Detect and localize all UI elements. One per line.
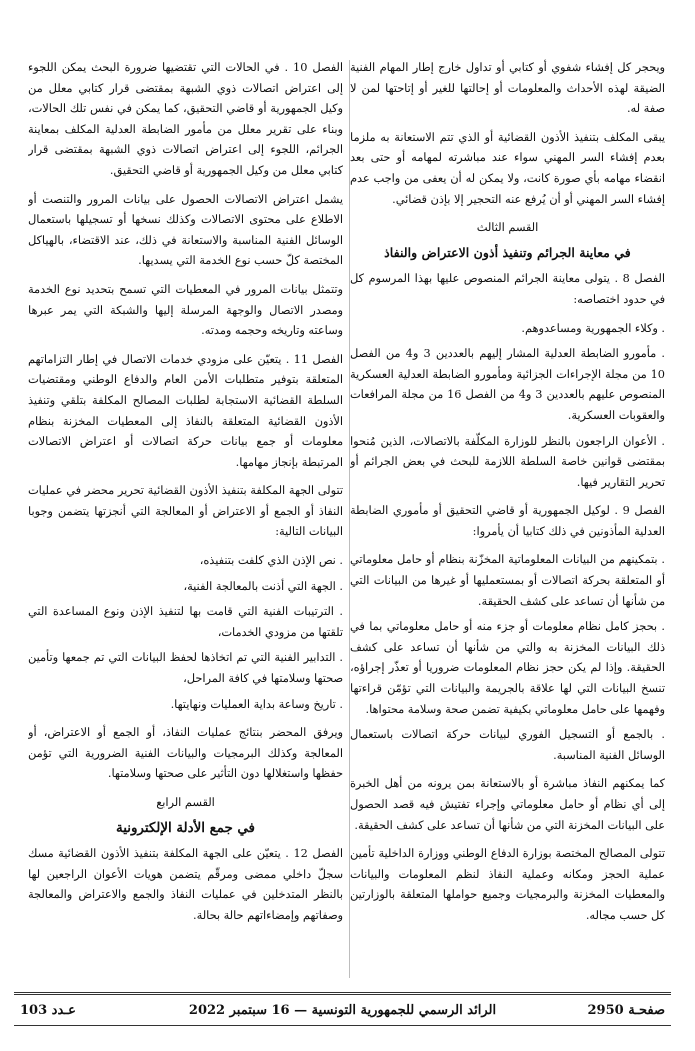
paragraph-ministry-services: تتولى المصالح المختصة بوزارة الدفاع الوطني ووزارة الداخلية تأمين عملية الحجز ومكانه وعملية النفاذ لنظم المعلومات والبيانات والمعطيات المخزنة والبرمجيات وجميع حواملها المتعلقة بالوزارتين كل حسب مجاله.	[350, 847, 665, 922]
article-9: الفصل 9 . لوكيل الجمهورية أو قاضي التحقيق أو مأموري الضابطة العدلية المأذونين في ذلك كتابيا أن يأمروا:	[350, 504, 665, 538]
section-3-label: القسم الثالث	[476, 221, 539, 235]
right-column	[350, 58, 665, 993]
paragraph-interception-scope: يشمل اعتراض الاتصالات الحصول على بيانات المرور والتنصت أو الاطلاع على محتوى الاتصالات وكذلك نسخها أو تسجيلها باستعمال الوسائل الفنية المناسبة والاستعانة في ذلك، عند الاقتضاء، بالهياكل المختصة كلّ حسب نوع الخدمة التي يسديها.	[28, 192, 343, 268]
page-number: صفحـة 2950	[587, 1003, 665, 1018]
paragraph-report-attachments: ويرفق المحضر بنتائج عمليات النفاذ، أو الجمع أو الاعتراض، أو المعالجة وكذلك البرمجيات والبيانات الفنية الضرورية التي تؤمن حفظها واستغلالها دون التأثير على صحتها وسلامتها.	[28, 726, 343, 781]
paragraph-report: تتولى الجهة المكلفة بتنفيذ الأذون القضائية تحرير محضر في عمليات النفاذ أو الجمع أو الاعتراض أو المعالجة التي أنجزتها يتضمن وجوبا البيانات التالية:	[28, 484, 343, 539]
report-item: . نص الإذن الذي كلفت بتنفيذه،	[199, 554, 343, 568]
issue-number: عـدد 103	[20, 1003, 76, 1018]
paragraph-traffic-data: وتتمثل بيانات المرور في المعطيات التي تسمح بتحديد نوع الخدمة ومصدر الاتصال والوجهة المرسلة إليها والشبكة التي يمر عبرها وساعته وتاريخه وحجمه ومدته.	[28, 282, 343, 338]
article-9-item: . بالجمع أو التسجيل الفوري لبيانات حركة اتصالات باستعمال الوسائل الفنية المناسبة.	[350, 728, 665, 762]
section-3-title: في معاينة الجرائم وتنفيذ أذون الاعتراض والنفاذ	[384, 244, 631, 260]
article-10: الفصل 10 . في الحالات التي تقتضيها ضرورة البحث يمكن اللجوء إلى اعتراض اتصالات ذوي الشبهة بمقتضى قرار كتابي معلل من وكيل الجمهورية أو قاضي التحقيق، كما يمكن في نفس تلك الحالات، وبناء على تقرير معلل من مأمور الضابطة العدلية المكلف بمعاينة الجرائم، اللجوء إلى اعتراض اتصالات ذوي الشبهة بمقتضى قرار كتابي معلل من وكيل الجمهورية أو قاضي التحقيق.	[28, 61, 343, 177]
report-item: . الترتيبات الفنية التي قامت بها لتنفيذ الإذن ونوع المساعدة التي تلقتها من مزودي الخدمات،	[28, 605, 343, 639]
article-11: الفصل 11 . يتعيّن على مزودي خدمات الاتصال في إطار التزاماتهم المتعلقة بتوفير متطلبات الأمن العام والدفاع الوطني ومقتضيات السلطة القضائية الاستجابة لطلبات المصالح المكلفة بتلقي وتنفيذ الأذون القضائية المتعلقة بالنفاذ إلى المعطيات المخزنة بنظام معلومات أو جمع بيانات حركة اتصالات أو اعتراض الاتصالات المرتبطة بإنجاز مهامها.	[28, 352, 343, 469]
paragraph-direct-access: كما يمكنهم النفاذ مباشرة أو بالاستعانة بمن يرونه من أهل الخبرة إلى أي نظام أو حامل معلوماتي وإجراء تفتيش فيه قصد الحصول على البيانات المخزنة التي من شأنها أن تساعد على كشف الحقيقة.	[350, 777, 665, 832]
section-4-label: القسم الرابع	[156, 796, 215, 809]
article-9-item: . بتمكينهم من البيانات المعلوماتية المخزّنة بنظام أو حامل معلوماتي أو المتعلقة بحركة اتصالات أو بمستعمليها أو غيرها من البيانات التي من شأنها أن تساعد على كشف الحقيقة.	[350, 553, 665, 608]
report-item: . التدابير الفنية التي تم اتخاذها لحفظ البيانات التي تم جمعها وتأمين صحتها وسلامتها في كافة المراحل،	[28, 651, 343, 686]
footer-rule-top	[14, 992, 671, 995]
article-9-item: . بحجز كامل نظام معلومات أو جزء منه أو حامل معلوماتي بما في ذلك البيانات المخزنة به والتي من شأنها أن تساعد على كشف الحقيقة. وإذا لم يكن حجز نظام المعلومات ضروريا أو تعذّر إجراؤه، تنسخ البيانات التي لها علاقة بالجريمة والبيانات التي تؤمّن قراءتها وفهمها على حامل معلوماتي بكيفية تضمن صحة وسلامة محتواها.	[350, 620, 665, 716]
column-divider	[349, 60, 350, 978]
article-8-item: . وكلاء الجمهورية ومساعدوهم.	[521, 321, 665, 335]
report-item: . تاريخ وساعة بداية العمليات ونهايتها.	[170, 697, 343, 711]
report-item: . الجهة التي أذنت بالمعالجة الفنية،	[183, 579, 343, 593]
footer-rule-bottom	[14, 1025, 671, 1026]
article-8-item: . مأمورو الضابطة العدلية المشار إليهم بالعددين 3 و4 من الفصل 10 من مجلة الإجراءات الجزائية ومأمورو الضابطة العدلية العسكرية المنصوص عليهم بالعددين 3 و4 من الفصل 16 من مجلة المرافعات والعقوبات العسكرية.	[350, 347, 665, 422]
section-4-title: في جمع الأدلة الإلكترونية	[116, 819, 255, 836]
paragraph-professional-secrecy: يبقى المكلف بتنفيذ الأذون القضائية أو الذي تتم الاستعانة به ملزما بعدم إفشاء السر المهني سواء عند مباشرته لمهامه أو حتى بعد انقضاء مهامه بأي صورة كانت، ولا يمكن له أن يعفى من واجب عدم إفشاء السر المهني أو أن يُرفع عنه التحجير إلا بإذن قضائي.	[350, 130, 665, 206]
article-12: الفصل 12 . يتعيّن على الجهة المكلفة بتنفيذ الأذون القضائية مسك سجلّ داخلي ممضى ومرقّم يتضمن هويات الأعوان الراجعين لها بالنظر المتدخلين في عمليات النفاذ والجمع والاعتراض والمعالجة وصفاتهم وإمضاءاتهم حالة بحالة.	[28, 847, 343, 922]
left-column	[28, 58, 343, 993]
article-8: الفصل 8 . يتولى معاينة الجرائم المنصوص عليها بهذا المرسوم كل في حدود اختصاصه:	[350, 272, 665, 306]
article-8-item: . الأعوان الراجعون بالنظر للوزارة المكلّفة بالاتصالات، الذين مُنحوا بمقتضى قوانين خاصة السلطة اللازمة للبحث في بعض الجرائم أو تحرير التقارير فيها.	[350, 434, 665, 489]
paragraph-disclosure-ban: ويحجر كل إفشاء شفوي أو كتابي أو تداول خارج إطار المهام الفنية الضيقة لهذه الأحداث والمعلومات أو إحالتها للغير أو إتاحتها لمن لا صفة له.	[350, 61, 665, 116]
gazette-title-date: الرائد الرسمي للجمهورية التونسية — 16 سبتمبر 2022	[188, 1003, 497, 1018]
page-footer	[14, 1000, 671, 1022]
